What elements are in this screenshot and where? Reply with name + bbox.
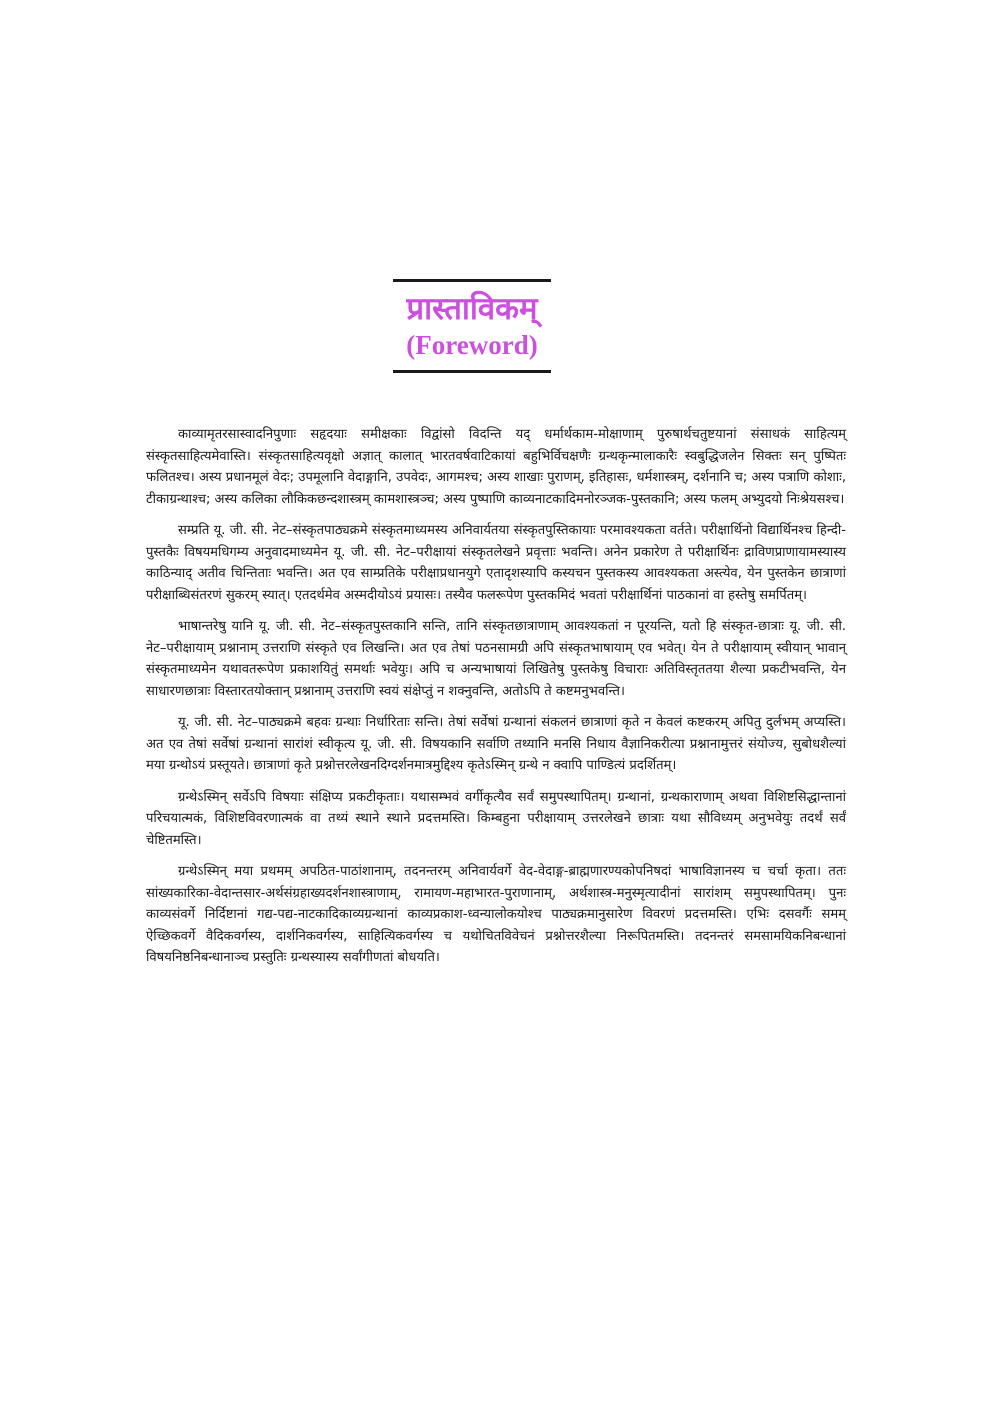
bottom-rule bbox=[393, 370, 551, 373]
paragraph-3: भाषान्तरेषु यानि यू. जी. सी. नेट–संस्कृतपुस्तकानि सन्ति, तानि संस्कृतछात्राणाम् आवश्यकतां न पूरयन्ति, यतो हि संस्कृत-छात्राः यू. जी. सी. नेट–परीक्षायाम् प्रश्नानाम् उत्तराणि संस्कृते एव लिखन्ति। अत एव तेषां पठनसामग्री अपि संस्कृतभाषायाम् एव भवेत्। येन ते परीक्षायाम् स्वीयान् भावान् संस्कृतमाध्यमेन यथावतरूपेण प्रकाशयितुं समर्थाः भवेयुः। अपि च अन्यभाषायां लिखितेषु पुस्तकेषु विचाराः अतिविस्तृततया शैल्या प्रकटीभवन्ति, येन साधारणछात्राः विस्तारतयोक्तान् प्रश्नानाम् उत्तराणि स्वयं संक्षेप्तुं न शक्नुवन्ति, अतोऽपि ते कष्टमनुभवन्ति। bbox=[146, 619, 846, 699]
paragraph-2: सम्प्रति यू. जी. सी. नेट–संस्कृतपाठ्यक्रमे संस्कृतमाध्यमस्य अनिवार्यतया संस्कृतपुस्तिकायाः परमावश्यकता वर्तते। परीक्षार्थिनो विद्यार्थिनश्च हिन्दी-पुस्तकैः विषयमधिगम्य अनुवादमाध्यमेन यू. जी. सी. नेट–परीक्षायां संस्कृतलेखने प्रवृत्ताः भवन्ति। अनेन प्रकारेण ते परीक्षार्थिनः द्राविणप्राणायामस्यास्य काठिन्याद् अतीव चिन्तिताः भवन्ति। अत एव साम्प्रतिके परीक्षाप्रधानयुगे एतादृशस्यापि कस्यचन पुस्तकस्य आवश्यकता अस्त्येव, येन पुस्तकेन छात्राणां परीक्षाब्धिसंतरणं सुकरम् स्यात्। एतदर्थमेव अस्मदीयोऽयं प्रयासः। तस्यैव फलरूपेण पुस्तकमिदं भवतां परीक्षार्थिनां पाठकानां वा हस्तेषु समर्पितम्। bbox=[146, 523, 846, 603]
title-block bbox=[393, 279, 551, 373]
paragraph-6: ग्रन्थेऽस्मिन् मया प्रथमम् अपठित-पाठांशानाम्, तदनन्तरम् अनिवार्यवर्गे वेद-वेदाङ्ग-ब्राह्मणारण्यकोपनिषदां भाषाविज्ञानस्य च चर्चा कृता। ततः सांख्यकारिका-वेदान्तसार-अर्थसंग्रहाख्यदर्शनशास्त्राणाम्, रामायण-महाभारत-पुराणानाम्, अर्थशास्त्र-मनुस्मृत्यादीनां सारांशम् समुपस्थापितम्। पुनः काव्यसंवर्गे निर्दिष्टानां गद्य-पद्य-नाटकादिकाव्यग्रन्थानां काव्यप्रकाश-ध्वन्यालोकयोश्च पाठ्यक्रमानुसारेण विवरणं प्रदत्तमस्ति। एभिः दसवर्गैः समम् ऐच्छिकवर्गे वैदिकवर्गस्य, दार्शनिकवर्गस्य, साहित्यिकवर्गस्य च यथोचितविवेचनं प्रश्नोत्तरशैल्या निरूपितमस्ति। तदनन्तरं समसामयिकनिबन्धानां विषयनिष्ठनिबन्धानाञ्च प्रस्तुतिः ग्रन्थस्यास्य सर्वांगीणतां बोधयति। bbox=[146, 864, 846, 965]
paragraph-1: काव्यामृतरसास्वादनिपुणाः सहृदयाः समीक्षकाः विद्वांसो विदन्ति यद् धर्मार्थकाम-मोक्षाणाम् पुरुषार्थचतुष्टयानां संसाधकं साहित्यम् संस्कृतसाहित्यमेवास्ति। संस्कृतसाहित्यवृक्षो अज्ञात् कालात् भारतवर्षवाटिकायां बहुभिर्विचक्षणैः ग्रन्थकृन्मालाकारैः स्वबुद्धिजलेन सिक्तः सन् पुष्पितः फलितश्च। अस्य प्रधानमूलं वेदः; उपमूलानि वेदाङ्गानि, उपवेदः, आगमश्च; अस्य शाखाः पुराणम्, इतिहासः, धर्मशास्त्रम्, दर्शनानि च; अस्य पत्राणि कोशाः, टीकाग्रन्थाश्च; अस्य कलिका लौकिकछन्दशास्त्रम् कामशास्त्रञ्च; अस्य पुष्पाणि काव्यनाटकादिमनोरञ्जक-पुस्तकानि; अस्य फलम् अभ्युदयो निःश्रेयसश्च। bbox=[146, 427, 846, 507]
foreword-body bbox=[146, 424, 846, 979]
top-rule bbox=[393, 279, 551, 282]
page-title: प्रास्ताविकम् bbox=[406, 291, 538, 327]
page-subtitle: (Foreword) bbox=[406, 330, 538, 360]
paragraph-4: यू. जी. सी. नेट–पाठ्यक्रमे बहवः ग्रन्थाः निर्धारिताः सन्ति। तेषां सर्वेषां ग्रन्थानां संकलनं छात्राणां कृते न केवलं कष्टकरम् अपितु दुर्लभम् अप्यस्ति। अत एव तेषां सर्वेषां ग्रन्थानां सारांशं स्वीकृत्य यू. जी. सी. विषयकानि सर्वाणि तथ्यानि मनसि निधाय वैज्ञानिकरीत्या प्रश्नानामुत्तरं संयोज्य, सुबोधशैल्यां मया ग्रन्थोऽयं प्रस्तूयते। छात्राणां कृते प्रश्नोत्तरलेखनदिग्दर्शनमात्रमुद्दिश्य कृतेऽस्मिन् ग्रन्थे न क्वापि पाण्डित्यं प्रदर्शितम्। bbox=[146, 715, 846, 773]
paragraph-5: ग्रन्थेऽस्मिन् सर्वेऽपि विषयाः संक्षिप्य प्रकटीकृताः। यथासम्भवं वर्गीकृत्यैव सर्वं समुपस्थापितम्। ग्रन्थानां, ग्रन्थकाराणाम् अथवा विशिष्टसिद्धान्तानां परिचयात्मकं, विशिष्टविवरणात्मकं वा तथ्यं स्थाने स्थाने प्रदत्तमस्ति। किम्बहुना परीक्षायाम् उत्तरलेखने छात्राः यथा सौविध्यम् अनुभवेयुः तदर्थं सर्वं चेष्टितमस्ति। bbox=[146, 789, 846, 848]
